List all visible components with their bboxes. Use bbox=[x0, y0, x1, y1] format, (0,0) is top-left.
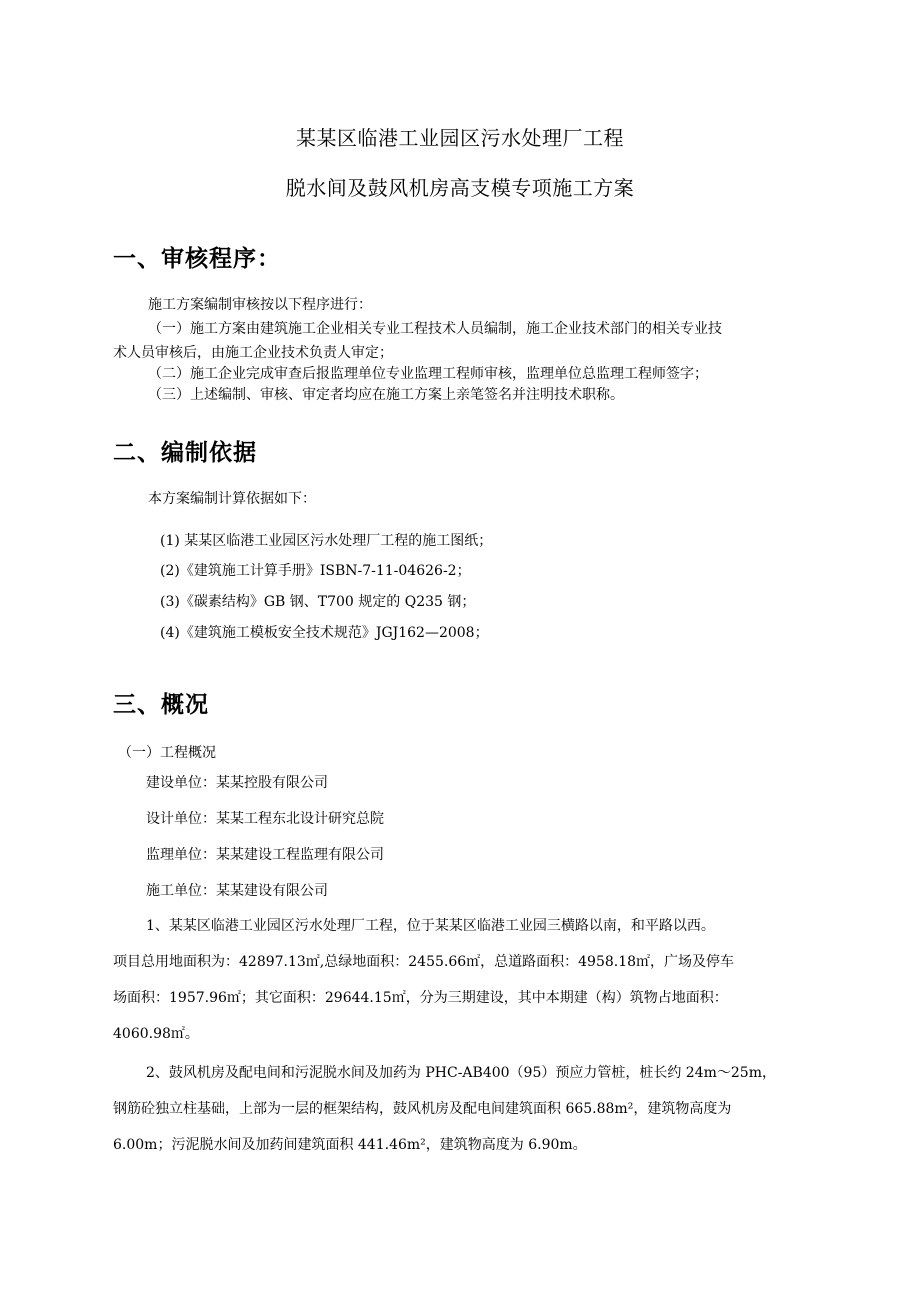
reference-item: (2)《建筑施工计算手册》ISBN-7-11-04626-2； bbox=[160, 563, 471, 579]
section1-intro: 施工方案编制审核按以下程序进行： bbox=[148, 297, 372, 313]
section2-intro: 本方案编制计算依据如下： bbox=[148, 491, 316, 507]
overview-para2-line1: 2、鼓风机房及配电间和污泥脱水间及加药为 PHC-AB400（95）预应力管桩，桩长约 24m～25m， bbox=[146, 1065, 776, 1081]
section3-sub1-heading: （一）工程概况 bbox=[118, 745, 216, 761]
document-title-line2: 脱水间及鼓风机房高支模专项施工方案 bbox=[285, 176, 635, 200]
reference-item: (4)《建筑施工模板安全技术规范》JGJ162—2008； bbox=[160, 625, 489, 641]
supervision-unit: 监理单位：某某建设工程监理有限公司 bbox=[146, 847, 384, 863]
section1-item2: （二）施工企业完成审查后报监理单位专业监理工程师审核，监理单位总监理工程师签字； bbox=[148, 366, 708, 382]
overview-para1-line1: 1、某某区临港工业园区污水处理厂工程，位于某某区临港工业园三横路以南，和平路以西。 bbox=[146, 918, 715, 934]
design-unit: 设计单位：某某工程东北设计研究总院 bbox=[146, 811, 384, 827]
reference-item: (1) 某某区临港工业园区污水处理厂工程的施工图纸； bbox=[160, 533, 493, 549]
section1-item3: （三）上述编制、审核、审定者均应在施工方案上亲笔签名并注明技术职称。 bbox=[148, 387, 624, 403]
section2-heading: 二、编制依据 bbox=[113, 440, 257, 466]
construction-unit: 施工单位：某某建设有限公司 bbox=[146, 883, 328, 899]
overview-para2-line3: 6.00m；污泥脱水间及加药间建筑面积 441.46m²，建筑物高度为 6.90m。 bbox=[113, 1137, 587, 1153]
section1-heading: 一、审核程序： bbox=[113, 246, 281, 272]
section1-item1-line2: 术人员审核后，由施工企业技术负责人审定； bbox=[113, 345, 393, 361]
overview-para2-line2: 钢筋砼独立柱基础，上部为一层的框架结构，鼓风机房及配电间建筑面积 665.88m²，建筑物高度为 bbox=[113, 1101, 732, 1117]
section3-heading: 三、概况 bbox=[113, 692, 209, 718]
overview-para1-line3: 场面积：1957.96㎡；其它面积：29644.15㎡，分为三期建设，其中本期建（构）筑物占地面积： bbox=[113, 990, 728, 1006]
section1-item1-line1: （一）施工方案由建筑施工企业相关专业工程技术人员编制，施工企业技术部门的相关专业技 bbox=[148, 321, 722, 337]
reference-item: (3)《碳素结构》GB 钢、T700 规定的 Q235 钢； bbox=[160, 594, 476, 610]
overview-para1-line2: 项目总用地面积为：42897.13㎡,总绿地面积：2455.66㎡，总道路面积：4958.18㎡，广场及停车 bbox=[113, 954, 735, 970]
overview-para1-line4: 4060.98㎡。 bbox=[113, 1026, 199, 1042]
document-title-line1: 某某区临港工业园区污水处理厂工程 bbox=[296, 126, 624, 150]
owner-unit: 建设单位：某某控股有限公司 bbox=[146, 775, 328, 791]
